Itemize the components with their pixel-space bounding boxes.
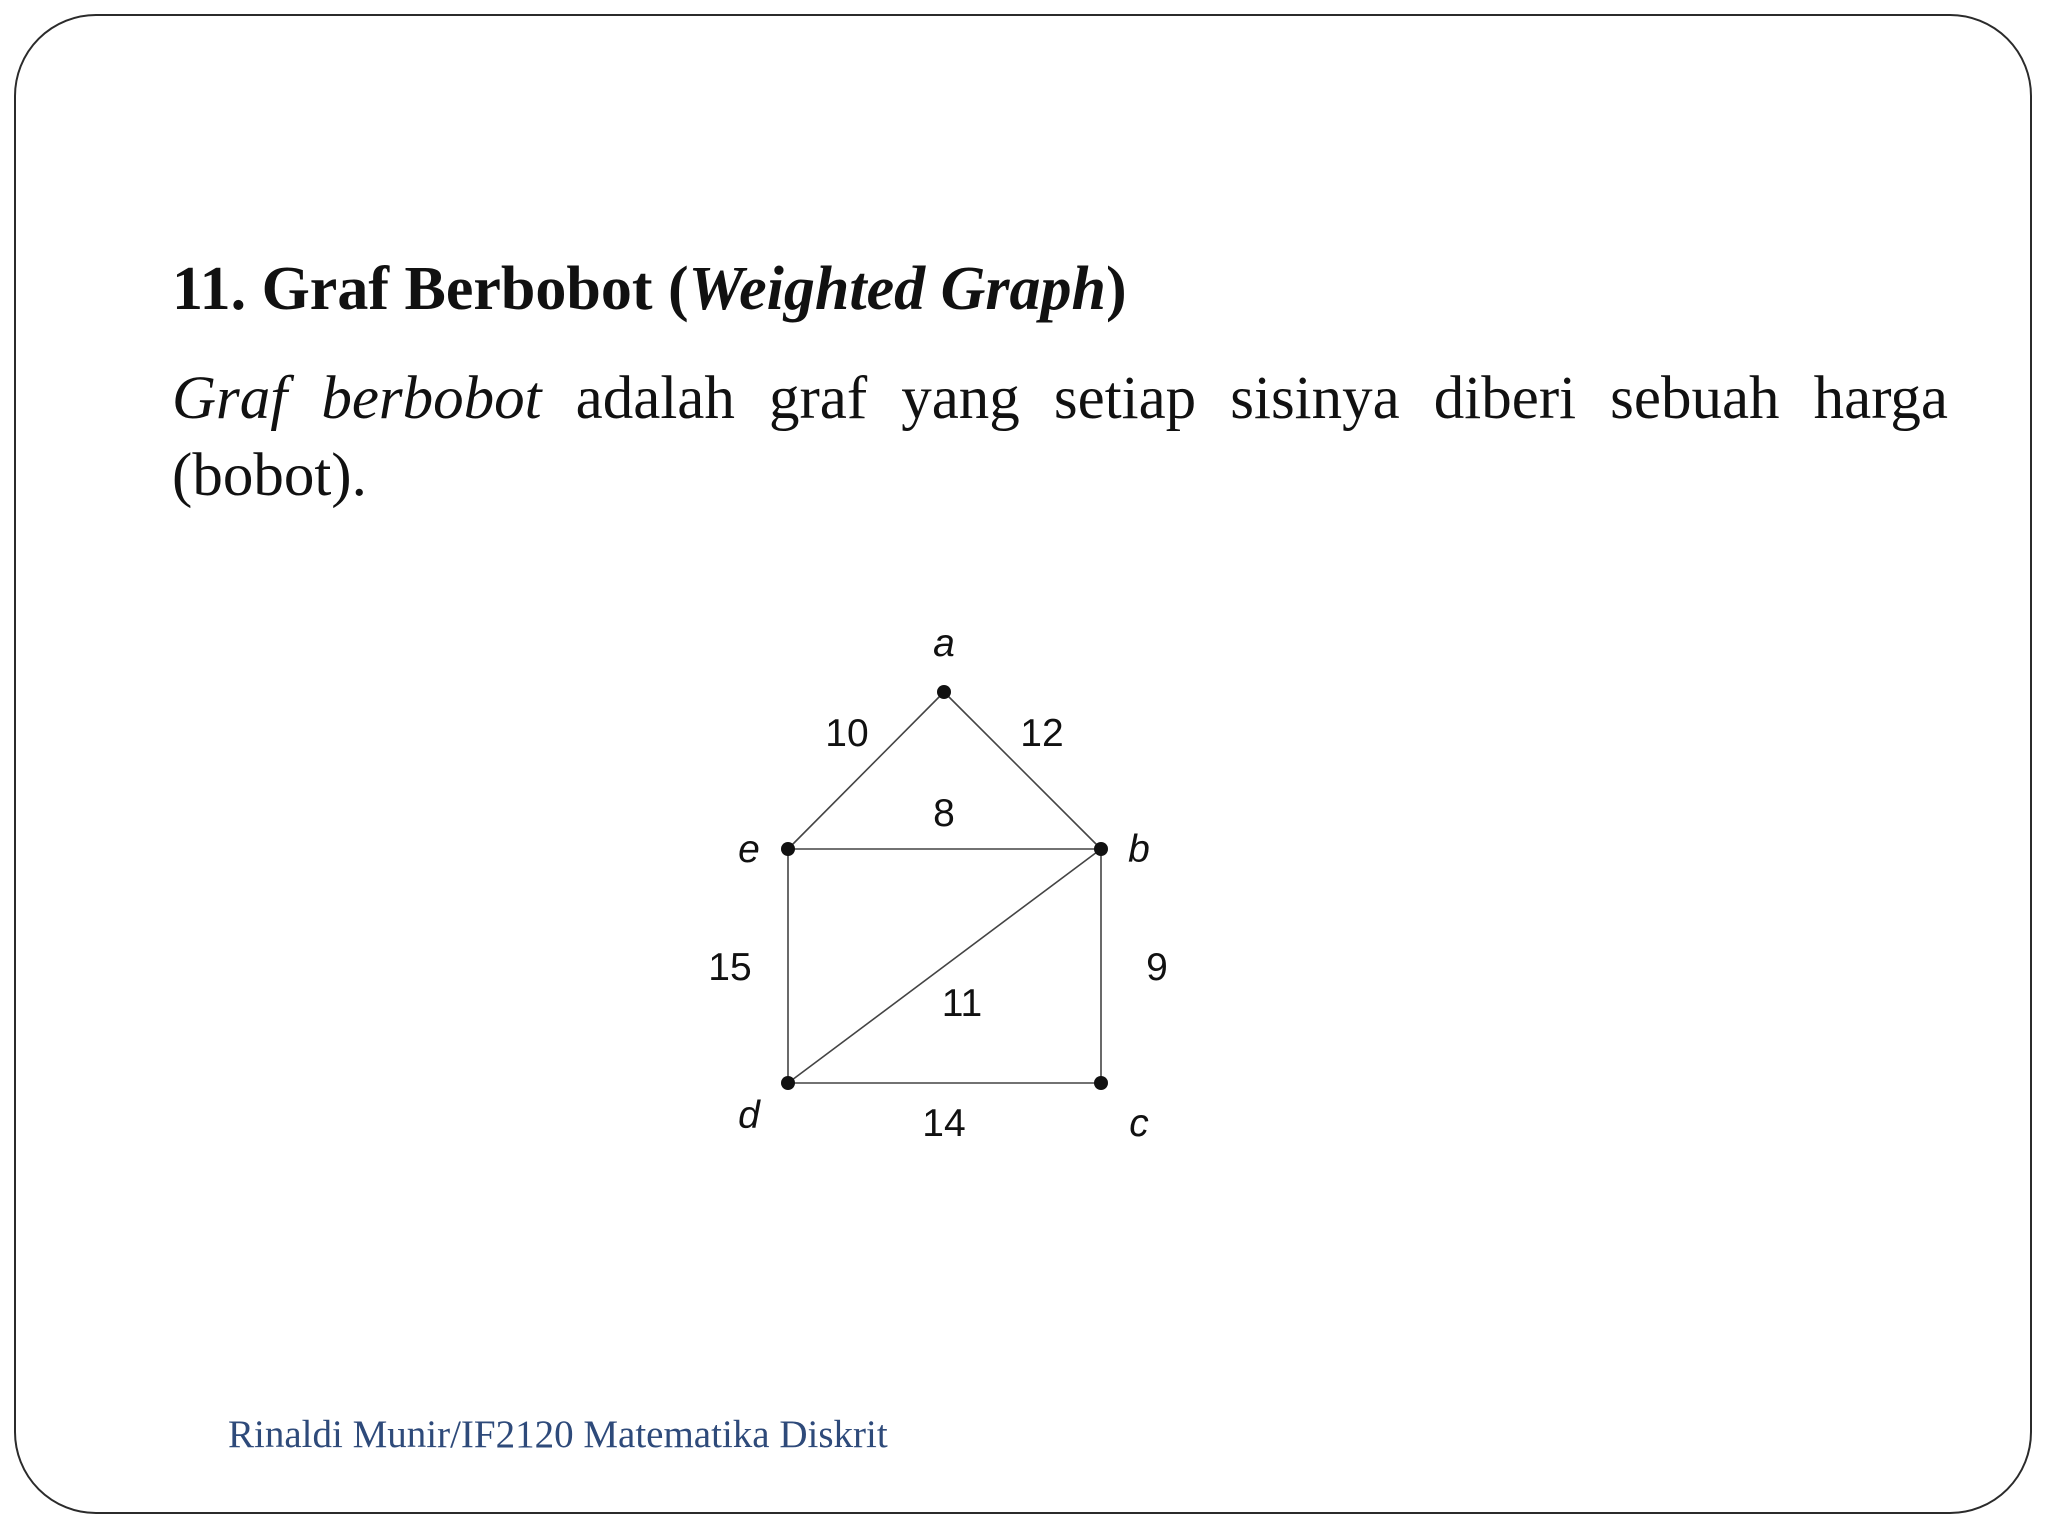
node-d [781, 1076, 795, 1090]
body-term: Graf berbobot [172, 365, 542, 432]
footer-credit: Rinaldi Munir/IF2120 Matematika Diskrit [228, 1413, 888, 1456]
title-suffix: ) [1106, 255, 1127, 323]
edge-b-d [788, 849, 1101, 1083]
node-label-e: e [738, 828, 760, 871]
edge-weight-b-d: 11 [941, 982, 983, 1025]
title-prefix: 11. Graf Berbobot ( [172, 255, 689, 323]
node-label-c: c [1129, 1102, 1149, 1145]
edge-weight-e-b: 8 [933, 792, 955, 835]
edge-weight-d-c: 14 [922, 1102, 966, 1145]
body-text: adalah graf yang setiap sisinya diberi sebuah harga (bobot). [172, 365, 1949, 509]
node-label-a: a [933, 622, 955, 665]
node-b [1094, 842, 1108, 856]
node-c [1094, 1076, 1108, 1090]
edge-weight-b-c: 9 [1146, 946, 1168, 989]
node-label-b: b [1128, 828, 1150, 871]
node-labels-layer [738, 622, 1150, 1145]
node-e [781, 842, 795, 856]
edge-weight-a-b: 12 [1020, 712, 1064, 755]
node-a [937, 685, 951, 699]
title-italic: Weighted Graph [688, 255, 1107, 323]
edge-weight-e-d: 15 [708, 946, 752, 989]
node-label-d: d [738, 1094, 760, 1137]
edge-weight-a-e: 10 [825, 712, 869, 755]
